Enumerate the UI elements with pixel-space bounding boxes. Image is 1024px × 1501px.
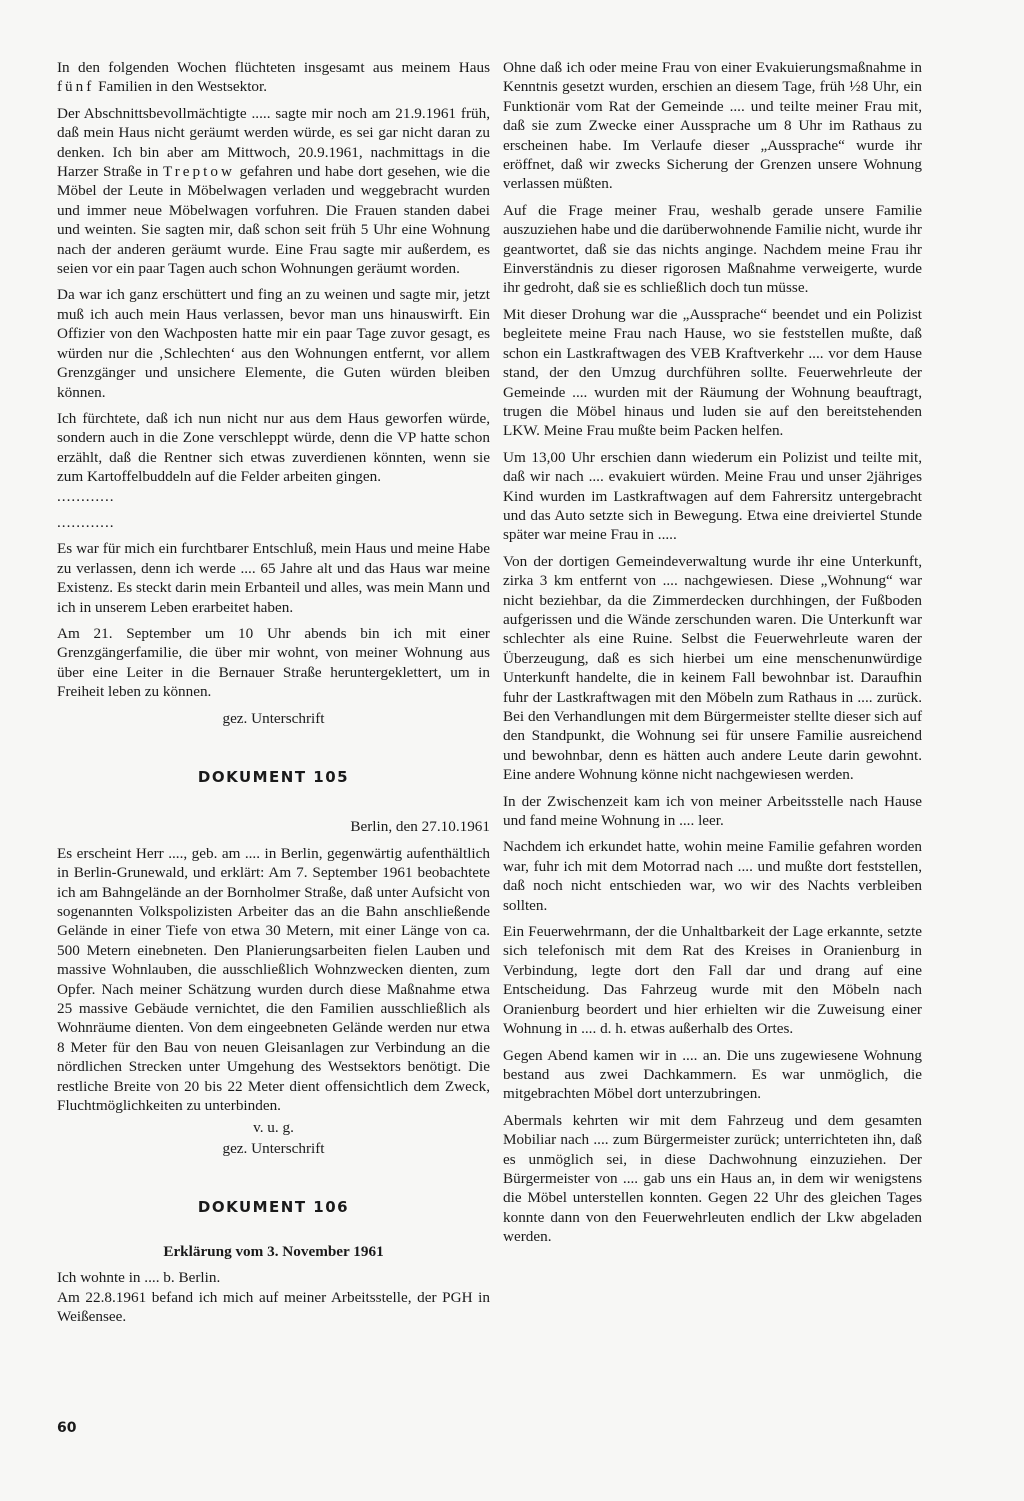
paragraph: Auf die Frage meiner Frau, weshalb gerade unsere Familie auszuziehen habe und die darüberwohnende Familie nicht, wurde ihr geantwortet, daß sie das nichts anginge. Nachdem meine Frau ihr Einverständnis zu dieser rigorosen Maßnahme verweigerte, wurde ihr gedroht, daß sie es schließlich doch tun müsse.: [503, 201, 922, 297]
vug-line: v. u. g.: [253, 1118, 294, 1136]
right-column: [503, 58, 922, 1254]
document-105-heading: DOKUMENT 105: [197, 768, 350, 786]
paragraph: Da war ich ganz erschüttert und fing an zu weinen und sagte mir, jetzt muß ich auch mein Haus verlassen, bevor man uns hinauswirft. Ein Offizier von den Wachposten hatte mir ein paar Tage zuvor gesagt, es würden nur die ‚Schlechten‘ aus den Wohnungen entfernt, vor allem Grenzgänger und unsichere Elemente, die Guten würden bleiben können.: [57, 286, 490, 401]
paragraph: Gegen Abend kamen wir in .... an. Die uns zugewiesene Wohnung bestand aus zwei Dachkammern. Es war unmöglich, die mitgebrachten Möbel dort unterzubringen.: [503, 1046, 922, 1103]
paragraph: Mit dieser Drohung war die „Aussprache“ beendet und ein Polizist begleitete meine Frau nach Hause, wo sie feststellen mußte, daß schon ein Lastkraftwagen des VEB Kraftverkehr .... vor dem Hause stand, der den Umzug durchführen sollte. Feuerwehrleute der Gemeinde .... wurden mit der Räumung der Wohnung beauftragt, trugen die Möbel hinaus und luden sie auf den bereitstehenden LKW. Meine Frau mußte beim Packen helfen.: [503, 305, 922, 440]
paragraph: Am 21. September um 10 Uhr abends bin ich mit einer Grenzgängerfamilie, die über mir wohnt, von meiner Wohnung aus über eine Leiter in die Bernauer Straße heruntergeklettert, um in Freiheit leben zu können.: [57, 624, 490, 701]
page-number: 60: [57, 1420, 77, 1436]
paragraph: Von der dortigen Gemeindeverwaltung wurde ihr eine Unterkunft, zirka 3 km entfernt von .... nachgewiesen. Diese „Wohnung“ war nicht beziehbar, da die Zimmerdecken durchhingen, der Fußboden aufgerissen und die Wände zerschunden waren. Die Unterkunft war schlechter als eine Ruine. Selbst die Feuerwehrleute waren der Überzeugung, daß es sich hierbei um eine menschenunwürdige Unterkunft handelte, die in keinem Fall bewohnbar ist. Daraufhin fuhr der Lastkraftwagen mit den Möbeln zum Rathaus in .... zurück. Bei den Verhandlungen mit dem Bürgermeister stellte dieser sich auf den Standpunkt, die Wohnung sei für unsere Familie ausreichend und bewohnbar, denn es hätten auch andere Leute darin gewohnt. Eine andere Wohnung könne nicht nachgewiesen werden.: [503, 552, 922, 784]
document-106-heading: DOKUMENT 106: [197, 1198, 350, 1217]
paragraph: In der Zwischenzeit kam ich von meiner Arbeitsstelle nach Hause und fand meine Wohnung in .... leer.: [503, 792, 922, 830]
ellipsis-line: ............: [57, 513, 115, 531]
paragraph: Ich fürchtete, daß ich nun nicht nur aus dem Haus geworfen würde, sondern auch in die Zone verschleppt würde, denn die VP hatte schon erzählt, daß die Rentner sich etwas zuverdienen könnten, wenn sie zum Kartoffelbuddeln auf die Felder arbeiten gingen.: [57, 409, 490, 486]
spaced-word: Treptow: [163, 163, 235, 181]
left-column: [57, 58, 490, 1326]
paragraph: Am 22.8.1961 befand ich mich auf meiner Arbeitsstelle, der PGH in Weißensee.: [57, 1288, 490, 1325]
paragraph: Es erscheint Herr ...., geb. am .... in Berlin, gegenwärtig aufenthältlich in Berlin-Grunewald, und erklärt: Am 7. September 1961 beobachtete ich am Bahngelände an der Bornholmer Straße, daß unter Aufsicht von sogenannten Volkspolizisten Arbeiter das an die Bahn anschließende Gelände in einer Tiefe von etwa 30 Metern, mit einer Länge von ca. 500 Metern einebneten. Den Planierungsarbeiten fielen Lauben und massive Wohnlauben, die ausschließlich Wohnzwecken dienten, zum Opfer. Nach meiner Schätzung wurden durch diese Maßnahme etwa 25 massive Gebäude vernichtet, die den Familien ausschließlich als Wohnräume dienten. Von dem eingeebneten Gelände werden nur etwa 8 Meter für den Bau von neuen Gleisanlagen zur Verbindung an die nördlichen Strecken unter Umgehung des Westsektors benötigt. Die restliche Breite von 20 bis 22 Meter dient offensichtlich dem Zweck, Fluchtmöglichkeiten zu unterbinden.: [57, 844, 490, 1115]
dateline: Berlin, den 27.10.1961: [350, 818, 490, 836]
ellipsis-line: ............: [57, 487, 115, 505]
paragraph: Ein Feuerwehrmann, der die Unhaltbarkeit der Lage erkannte, setzte sich telefonisch mit dem Rat des Kreises in Oranienburg in Verbindung, legte dort den Fall dar und drang auf eine Entscheidung. Das Fahrzeug wurde mit den Möbeln nach Oranienburg beordert und hier erhielten wir die Zuweisung einer Wohnung in .... d. h. etwas außerhalb des Ortes.: [503, 923, 922, 1038]
paragraph: Abermals kehrten wir mit dem Fahrzeug und dem gesamten Mobiliar nach .... zum Bürgermeister zurück; unterrichteten ihn, daß es unmöglich sei, in diese Dachwohnung einzuziehen. Der Bürgermeister von .... gab uns ein Haus an, in dem wir wenigstens die Möbel unterstellen konnten. Gegen 22 Uhr des gleichen Tages konnte dann von den Feuerwehrleuten endlich der Lkw abgeladen werden.: [503, 1111, 922, 1246]
paragraph: Nachdem ich erkundet hatte, wohin meine Familie gefahren worden war, fuhr ich mit dem Motorrad nach .... und mußte dort feststellen, daß noch nicht entschieden war, wo wir des Nachts verbleiben sollten.: [503, 838, 922, 914]
paragraph: Ohne daß ich oder meine Frau von einer Evakuierungsmaßnahme in Kenntnis gesetzt wurden, erschien an diesem Tage, früh ½8 Uhr, ein Funktionär vom Rat der Gemeinde .... und teilte meiner Frau mit, daß sie zum Zwecke einer Aussprache um 8 Uhr im Rathaus zu erscheinen habe. Im Verlaufe dieser „Aussprache“ wurde ihr eröffnet, daß wir zwecks Sicherung der Grenzen unsere Wohnung verlassen müßten.: [503, 59, 922, 193]
paragraph: Um 13,00 Uhr erschien dann wiederum ein Polizist und teilte mit, daß wir nach .... evakuiert würden. Meine Frau und unser 2jähriges Kind wurden im Lastkraftwagen auf dem Fahrersitz untergebracht und das Auto setzte sich in Bewegung. Etwa eine dreiviertel Stunde später war meine Frau in .....: [503, 448, 922, 544]
paragraph: Der Abschnittsbevollmächtigte ..... sagte mir noch am 21.9.1961 früh, daß mein Haus nicht geräumt werden würde, es sei gar nicht daran zu denken. Ich bin aber am Mittwoch, 20.9.1961, nachmittags in die Harzer Straße in Treptow gefahren und habe dort gesehen, wie die Möbel der Leute in Möbelwagen verladen und weggebracht wurden und immer neue Möbelwagen vorfuhren. Die Frauen standen dabei und weinten. Sie sagten mir, daß schon seit früh 5 Uhr eine Wohnung nach der anderen geräumt wurde. Eine Frau sagte mir außerdem, es seien vor ein paar Tagen auch schon Wohnungen geräumt worden.: [57, 104, 490, 278]
paragraph: In den folgenden Wochen flüchteten insgesamt aus meinem Haus fünf Familien in den Westsektor.: [57, 59, 490, 96]
paragraph: Ich wohnte in .... b. Berlin.: [57, 1269, 221, 1287]
subheading: Erklärung vom 3. November 1961: [163, 1242, 384, 1260]
spaced-word: fünf: [57, 78, 95, 96]
signature-line: gez. Unterschrift: [222, 1139, 325, 1157]
paragraph: Es war für mich ein furchtbarer Entschluß, mein Haus und meine Habe zu verlassen, denn ich werde .... 65 Jahre alt und das Haus war meine Existenz. Es steckt darin mein Erbanteil und alles, was mein Mann und ich in unserem Leben erarbeitet haben.: [57, 540, 490, 616]
signature-line: gez. Unterschrift: [222, 709, 325, 727]
